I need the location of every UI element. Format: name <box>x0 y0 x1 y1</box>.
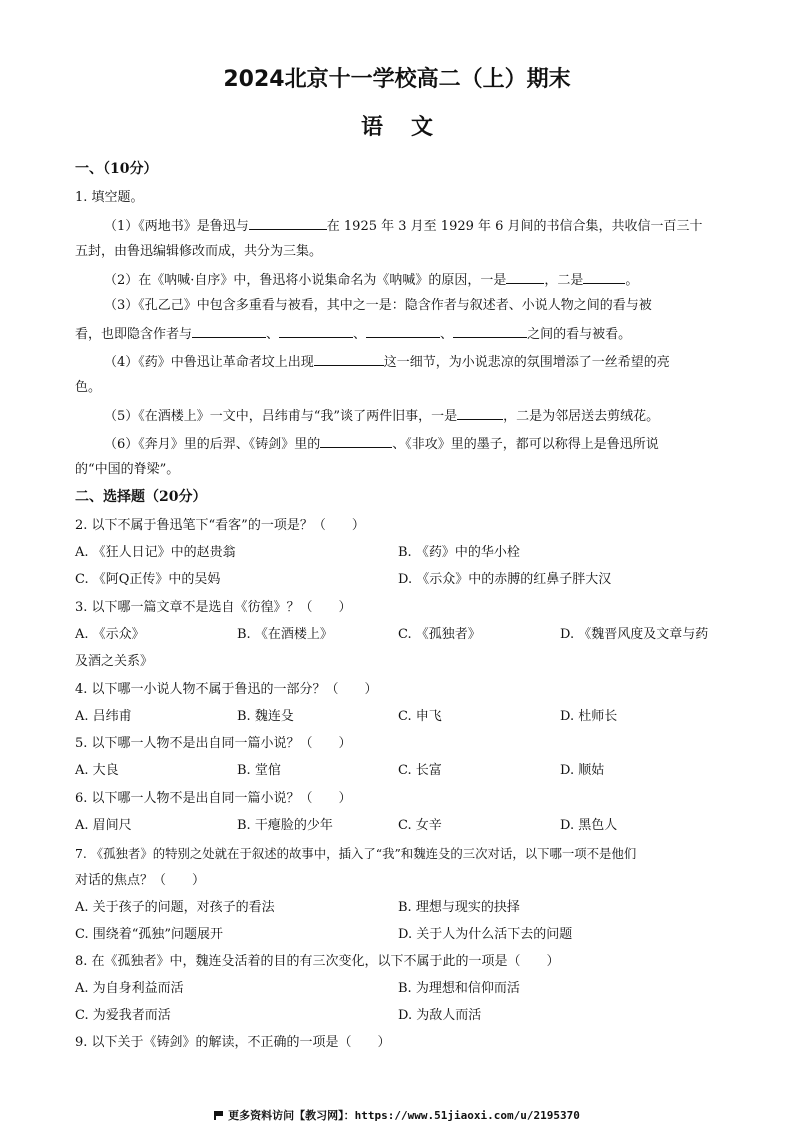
answer-blank[interactable] <box>583 270 625 284</box>
footer-link[interactable]: 更多资料访问【教习网】：https://www.51jiaoxi.com/u/2195370 <box>228 1109 580 1122</box>
sep: 、 <box>266 327 280 342</box>
answer-blank[interactable] <box>192 324 266 338</box>
answer-blank[interactable] <box>249 216 327 230</box>
q3-option-d[interactable]: D. 《魏晋风度及文章与药 <box>560 627 709 642</box>
q7-option-c[interactable]: C. 围绕着“孤独”问题展开 <box>75 927 224 942</box>
q9-stem: 9. 以下关于《铸剑》的解读，不正确的一项是（ ） <box>75 1035 391 1050</box>
q4-option-b[interactable]: B. 魏连殳 <box>237 709 294 724</box>
q7-option-a[interactable]: A. 关于孩子的问题，对孩子的看法 <box>75 900 275 915</box>
q5-option-c[interactable]: C. 长富 <box>398 763 442 778</box>
q2-option-b[interactable]: B. 《药》中的华小栓 <box>398 545 520 560</box>
answer-blank[interactable] <box>457 406 503 420</box>
q4-option-d[interactable]: D. 杜师长 <box>560 709 618 724</box>
q1-item3-text-a: 看，也即隐含作者与 <box>75 327 193 342</box>
q2-option-a[interactable]: A. 《狂人日记》中的赵贵翁 <box>75 545 236 560</box>
q1-item4 <box>104 352 670 372</box>
q1-item6 <box>104 434 659 454</box>
sep: 、 <box>353 327 367 342</box>
q6-stem: 6. 以下哪一人物不是出自同一篇小说？（ ） <box>75 791 352 806</box>
q1-item4-cont: 色。 <box>75 380 102 395</box>
q1-item5-text-b: ，二是为邻居送去剪绒花。 <box>503 409 660 424</box>
q7-option-d[interactable]: D. 关于人为什么活下去的问题 <box>398 927 573 942</box>
answer-blank[interactable] <box>506 270 544 284</box>
q3-option-a[interactable]: A. 《示众》 <box>75 627 145 642</box>
q1-item2-text-b: ，二是 <box>544 273 584 288</box>
q5-stem: 5. 以下哪一人物不是出自同一篇小说？（ ） <box>75 736 352 751</box>
q8-stem: 8. 在《孤独者》中，魏连殳活着的目的有三次变化，以下不属于此的一项是（ ） <box>75 954 560 969</box>
q6-option-b[interactable]: B. 干瘪脸的少年 <box>237 818 333 833</box>
q2-option-c[interactable]: C. 《阿Q正传》中的吴妈 <box>75 572 221 587</box>
q1-item5-text-a: （5）《在酒楼上》一文中，吕纬甫与“我”谈了两件旧事，一是 <box>104 409 458 424</box>
answer-blank[interactable] <box>314 352 384 366</box>
q1-item1-cont: 五封，由鲁迅编辑修改而成，共分为三集。 <box>75 244 323 259</box>
q1-item2-text-a: （2）在《呐喊·自序》中，鲁迅将小说集命名为《呐喊》的原因，一是 <box>104 273 507 288</box>
q5-option-b[interactable]: B. 堂倌 <box>237 763 281 778</box>
q6-option-d[interactable]: D. 黑色人 <box>560 818 618 833</box>
answer-blank[interactable] <box>453 324 527 338</box>
document-title: 2024北京十一学校高二（上）期末 <box>223 67 571 92</box>
q7-stem-cont: 对话的焦点？（ ） <box>75 873 206 888</box>
q1-stem: 1. 填空题。 <box>75 190 144 205</box>
q3-stem: 3. 以下哪一篇文章不是选自《彷徨》？（ ） <box>75 600 352 615</box>
q1-item5 <box>104 406 659 426</box>
q4-option-c[interactable]: C. 申飞 <box>398 709 442 724</box>
q2-option-d[interactable]: D. 《示众》中的赤膊的红鼻子胖大汉 <box>398 572 612 587</box>
q1-item6-text-a: （6）《奔月》里的后羿、《铸剑》里的 <box>104 437 321 452</box>
q3-option-b[interactable]: B. 《在酒楼上》 <box>237 627 333 642</box>
q1-item1-text-b: 在 1925 年 3 月至 1929 年 6 月间的书信合集，共收信一百三十 <box>326 219 703 234</box>
footer[interactable] <box>0 1107 794 1123</box>
q1-item3-text-e: 之间的看与被看。 <box>527 327 632 342</box>
q6-option-a[interactable]: A. 眉间尺 <box>75 818 132 833</box>
q5-option-a[interactable]: A. 大良 <box>75 763 119 778</box>
q1-item4-text-b: 这一细节，为小说悲凉的氛围增添了一丝希望的亮 <box>383 355 670 370</box>
q4-stem: 4. 以下哪一小说人物不属于鲁迅的一部分？（ ） <box>75 682 378 697</box>
answer-blank[interactable] <box>366 324 440 338</box>
q1-item6-text-b: 、《非攻》里的墨子，都可以称得上是鲁迅所说 <box>392 437 659 452</box>
q7-option-b[interactable]: B. 理想与现实的抉择 <box>398 900 520 915</box>
q6-option-c[interactable]: C. 女辛 <box>398 818 442 833</box>
q5-option-d[interactable]: D. 顺姑 <box>560 763 605 778</box>
q1-item1 <box>104 216 703 236</box>
q2-stem: 2. 以下不属于鲁迅笔下“看客”的一项是？（ ） <box>75 518 365 533</box>
q1-item6-cont: 的“中国的脊梁”。 <box>75 462 180 477</box>
q1-item2-text-c: 。 <box>625 273 639 288</box>
q1-item3-cont <box>75 324 631 344</box>
q1-item4-text-a: （4）《药》中鲁迅让革命者坟上出现 <box>104 355 314 370</box>
section1-heading: 一、（10分） <box>75 161 158 177</box>
flag-icon <box>214 1111 224 1120</box>
q1-item3: （3）《孔乙己》中包含多重看与被看，其中之一是：隐含作者与叙述者、小说人物之间的看与被 <box>104 298 652 313</box>
q8-option-a[interactable]: A. 为自身利益而活 <box>75 981 184 996</box>
q8-option-c[interactable]: C. 为爱我者而活 <box>75 1008 171 1023</box>
section2-heading: 二、选择题（20分） <box>75 489 207 505</box>
sep: 、 <box>440 327 454 342</box>
q3-option-d-cont: 及酒之关系》 <box>75 654 154 669</box>
q4-option-a[interactable]: A. 吕纬甫 <box>75 709 132 724</box>
answer-blank[interactable] <box>279 324 353 338</box>
q1-item2 <box>104 270 638 290</box>
answer-blank[interactable] <box>320 434 392 448</box>
q8-option-b[interactable]: B. 为理想和信仰而活 <box>398 981 520 996</box>
subject-title: 语文 <box>360 115 461 140</box>
q8-option-d[interactable]: D. 为敌人而活 <box>398 1008 482 1023</box>
q3-option-c[interactable]: C. 《孤独者》 <box>398 627 481 642</box>
q1-item1-text-a: （1）《两地书》是鲁迅与 <box>104 219 249 234</box>
q7-stem: 7. 《孤独者》的特别之处就在于叙述的故事中，插入了“我”和魏连殳的三次对话，以下哪一项不是他们 <box>75 846 637 861</box>
